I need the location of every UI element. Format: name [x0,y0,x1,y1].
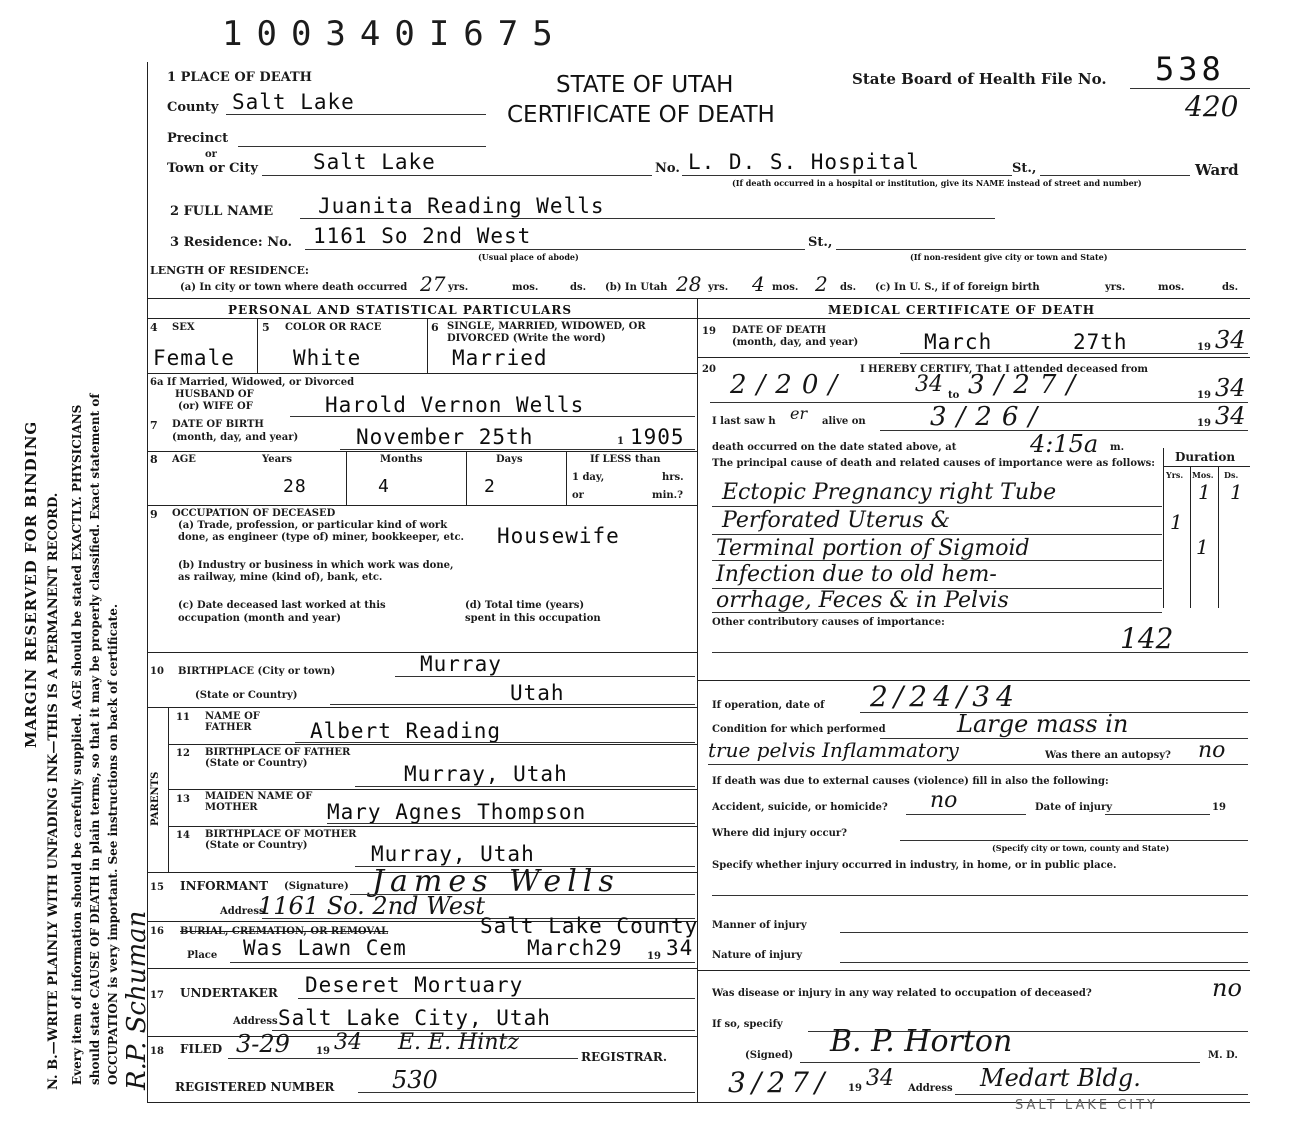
marital-label: SINGLE, MARRIED, WIDOWED, OR DIVORCED (Write the word) [447,321,646,344]
dob-year-prefix: 1 [617,436,624,447]
autopsy-label: Was there an autopsy? [1045,750,1171,761]
residence-state-label: (b) In Utah [605,282,668,293]
undertaker-label: UNDERTAKER [180,986,278,1000]
months-label: Months [380,454,423,465]
duration-yrs: Yrs. [1166,470,1184,480]
cause-line-4: Infection due to old hem- [716,562,997,587]
informant-label: INFORMANT [180,879,269,893]
attended-from: 2/20/ [730,370,848,400]
city-stamp: SALT LAKE CITY [1015,1098,1159,1113]
father-birth-label: BIRTHPLACE OF FATHER (State or Country) [205,747,351,769]
cause-duration-4: 1 [1196,535,1209,559]
time-of-death: 4:15a [1030,430,1099,458]
to-label: to [948,390,960,401]
birthplace-state: Utah [510,681,565,705]
parents-label: PARENTS [150,771,161,826]
occupation-label: OCCUPATION OF DECEASED [172,508,336,519]
accident-value: no [930,788,958,813]
marital-value: Married [452,346,548,370]
ward-label: Ward [1195,161,1239,179]
dod-sub-label: (month, day, and year) [732,337,859,348]
file-number: 538 [1155,50,1225,88]
dod-value: March [924,330,993,354]
occupation-b-label: (b) Industry or business in which work was done, as railway, mine (kind of), bank, etc. [178,560,454,583]
ds-label-b: ds. [840,282,857,293]
last-saw-date: 3/26/ [930,402,1048,432]
dob-sub-label: (month, day, and year) [172,432,299,443]
residence-city-label: (a) In city or town where death occurred [180,282,408,293]
condition-label: Condition for which performed [712,724,886,735]
place-of-death-label: 1 PLACE OF DEATH [167,70,312,85]
last-saw-year: 34 [1215,402,1246,430]
operation-label: If operation, date of [712,700,825,711]
county-label: County [167,100,219,115]
duration-label: Duration [1175,450,1236,464]
residence-value: 1161 So 2nd West [313,224,532,248]
one-day-label: 1 day, [572,472,605,483]
age-days-value: 2 [484,476,496,497]
duration-ds: Ds. [1224,470,1239,480]
town-value: Salt Lake [313,150,436,174]
cause-duration-3: 1 [1170,510,1183,534]
residence-state-years: 28 [676,272,702,296]
dob-year: 1905 [630,425,685,449]
mos-label-c: mos. [1158,282,1185,293]
yrs-label-a: yrs. [448,282,469,293]
yrs-label-c: yrs. [1105,282,1126,293]
min-label: min.? [652,490,683,501]
physician-signature: B. P. Horton [830,1024,1013,1059]
attended-from-year: 34 [915,372,943,397]
cause-duration-2: 1 [1230,480,1243,504]
cause-line-5: orrhage, Feces & in Pelvis [716,588,1009,613]
medical-section-title: MEDICAL CERTIFICATE OF DEATH [828,303,1096,317]
certificate-title: CERTIFICATE OF DEATH [507,102,775,128]
injury-year-prefix: 19 [1212,802,1226,813]
mother-label: MAIDEN NAME OF MOTHER [205,791,313,813]
or-min-label: or [572,490,584,501]
residence-us-label: (c) In U. S., if of foreign birth [875,282,1040,293]
days-label: Days [496,454,523,465]
signed-date: 3/27/ [728,1066,831,1099]
undertaker-address: Salt Lake City, Utah [278,1006,551,1030]
informant-signature: James Wells [372,864,620,899]
signed-label: (Signed) [745,1050,794,1061]
spouse-value: Harold Vernon Wells [325,393,585,417]
hospital-value: L. D. S. Hospital [688,150,920,174]
personal-section-title: PERSONAL AND STATISTICAL PARTICULARS [228,303,573,317]
cause-line-1: Ectopic Pregnancy right Tube [722,480,1057,505]
last-saw-pronoun: er [790,404,808,423]
cause-line-3: Terminal portion of Sigmoid [716,536,1030,561]
md-label: M. D. [1208,1050,1238,1061]
time-suffix: m. [1110,442,1125,453]
occupation-related-label: Was disease or injury in any way related to occupation of deceased? [712,988,1092,999]
birthplace-city: Murray [420,652,502,676]
mos-label-b: mos. [772,282,799,293]
time-of-death-label: death occurred on the date stated above, at [712,442,957,453]
margin-note-1: Every item of information should be carefully supplied. AGE should be stated EXACTLY. PHYSICIANS [70,404,84,1085]
operation-date: 2/24/34 [870,680,1020,713]
margin-handwriting: R.P. Schuman [122,910,152,1090]
occupation-related-value: no [1212,974,1242,1002]
burial-label: BURIAL, CREMATION, OR REMOVAL [180,926,389,937]
injury-place-note: (Specify city or town, county and State) [992,843,1170,853]
length-residence-label: LENGTH OF RESIDENCE: [150,264,309,277]
race-value: White [293,346,362,370]
age-years-value: 28 [283,476,307,497]
ds-label-c: ds. [1222,282,1239,293]
external-causes-label: If death was due to external causes (violence) fill in also the following: [712,776,1109,787]
last-saw-label: I last saw h [712,416,776,427]
accident-label: Accident, suicide, or homicide? [712,802,888,813]
physician-address: Medart Bldg. [980,1064,1141,1092]
less-than-label: If LESS than [590,454,661,465]
autopsy-value: no [1198,738,1226,763]
filed-year-prefix: 19 [316,1046,330,1057]
registrar-label: REGISTRAR. [581,1050,668,1064]
ds-label-a: ds. [570,282,587,293]
dod-label: DATE OF DEATH [732,325,827,336]
yrs-label-b: yrs. [708,282,729,293]
father-birth-value: Murray, Utah [404,762,568,786]
spouse-label-3: (or) WIFE OF [178,401,253,412]
filed-label: FILED [180,1042,223,1056]
last-saw-prefix: 19 [1197,418,1211,429]
injury-date-label: Date of injury [1035,802,1113,813]
residence-st-label: St., [808,235,833,250]
birthplace-label: BIRTHPLACE (City or town) [178,666,336,677]
st-label: St., [1012,161,1037,176]
registrar-signature: E. E. Hintz [398,1030,519,1055]
signature-label: (Signature) [284,881,349,892]
serial-number: 100340I675 [222,14,567,54]
informant-address-label: Address [220,906,265,917]
spouse-label-1: 6a If Married, Widowed, or Divorced [150,377,355,388]
cause-label: The principal cause of death and related causes of importance were as follows: [712,458,1155,469]
burial-county: Salt Lake County [480,914,699,938]
informant-address: 1161 So. 2nd West [258,892,486,920]
full-name-label: 2 FULL NAME [170,204,274,219]
residence-city-years: 27 [420,272,446,296]
burial-place-label: Place [187,950,218,961]
burial-year-prefix: 19 [647,951,661,962]
age-months-value: 4 [378,476,390,497]
state-title: STATE OF UTAH [556,72,734,98]
age-label: AGE [172,454,196,465]
reg-number-label: REGISTERED NUMBER [175,1080,335,1094]
sex-value: Female [153,346,235,370]
manner-label: Manner of injury [712,920,807,931]
condition-value-2: true pelvis Inflammatory [708,738,959,762]
occupation-value: Housewife [497,524,620,548]
file-number-alt: 420 [1185,90,1239,123]
contributory-mark: 142 [1120,622,1174,655]
margin-instructions: N. B.—WRITE PLAINLY WITH UNFADING INK—THIS IS A PERMANENT RECORD. [46,492,61,1090]
dob-label: DATE OF BIRTH [172,419,264,430]
undertaker-address-label: Address [233,1016,278,1027]
specify-injury-label: Specify whether injury occurred in industry, in home, or in public place. [712,860,1117,871]
father-value: Albert Reading [310,719,502,743]
dod-day: 27th [1073,330,1128,354]
mother-birth-label: BIRTHPLACE OF MOTHER (State or Country) [205,829,357,851]
undertaker-value: Deseret Mortuary [305,973,524,997]
condition-value: Large mass in [957,710,1129,738]
nonresident-note: (If non-resident give city or town and State) [910,252,1108,262]
or-label: or [205,149,217,160]
full-name-value: Juanita Reading Wells [318,194,605,218]
margin-note-2: should state CAUSE OF DEATH in plain terms, so that it may be properly classified. Exact statement of [88,393,102,1085]
margin-note-3: OCCUPATION is very important. See instructions on back of certificate. [106,603,120,1085]
attended-to: 3/27/ [968,370,1086,400]
dod-year-prefix: 19 [1197,342,1211,353]
mother-birth-value: Murray, Utah [371,842,535,866]
occupation-a-label: (a) Trade, profession, or particular kind of work done, as engineer (type of) miner, bookkeeper, etc. [178,520,465,543]
filed-year: 34 [334,1030,362,1055]
file-number-label: State Board of Health File No. [852,70,1107,88]
cause-line-2: Perforated Uterus & [722,508,951,533]
certify-label: I HEREBY CERTIFY, That I attended deceased from [860,364,1149,375]
contributory-label: Other contributory causes of importance: [712,617,945,628]
years-label: Years [262,454,293,465]
town-label: Town or City [167,161,258,176]
hrs-label: hrs. [662,472,684,483]
injury-place-label: Where did injury occur? [712,828,848,839]
county-value: Salt Lake [232,90,355,114]
race-label: COLOR OR RACE [285,322,382,333]
burial-date: March29 [527,936,623,960]
burial-year: 34 [666,936,694,960]
nature-label: Nature of injury [712,950,803,961]
occupation-d-label: (d) Total time (years) spent in this occupation [465,600,601,624]
sex-label: SEX [172,322,195,333]
signed-year: 34 [866,1066,894,1091]
burial-place: Was Lawn Cem [243,936,407,960]
father-label: NAME OF FATHER [205,711,260,733]
residence-label: 3 Residence: No. [170,235,293,250]
cause-duration-1: 1 [1198,480,1211,504]
usual-abode-note: (Usual place of abode) [478,252,579,262]
residence-state-months: 4 [752,272,765,296]
duration-mos: Mos. [1192,470,1214,480]
no-label: No. [655,161,680,176]
spouse-label-2: HUSBAND OF [175,389,254,400]
precinct-label: Precinct [167,131,229,146]
hospital-note: (If death occurred in a hospital or institution, give its NAME instead of street and number) [732,178,1142,188]
reg-number: 530 [392,1066,438,1094]
signed-year-prefix: 19 [848,1083,862,1094]
filed-date: 3-29 [236,1030,290,1058]
dod-year: 34 [1215,326,1246,354]
occupation-c-label: (c) Date deceased last worked at this occupation (month and year) [178,600,386,624]
if-so-label: If so, specify [712,1019,783,1030]
state-country-label: (State or Country) [195,690,298,701]
residence-state-days: 2 [815,272,828,296]
alive-on-label: alive on [822,416,866,427]
physician-address-label: Address [908,1083,953,1094]
attended-to-prefix: 19 [1197,390,1211,401]
margin-binding: MARGIN RESERVED FOR BINDING [22,420,40,748]
attended-to-year: 34 [1215,374,1246,402]
mother-value: Mary Agnes Thompson [327,800,587,824]
dob-value: November 25th [356,425,534,449]
mos-label-a: mos. [512,282,539,293]
